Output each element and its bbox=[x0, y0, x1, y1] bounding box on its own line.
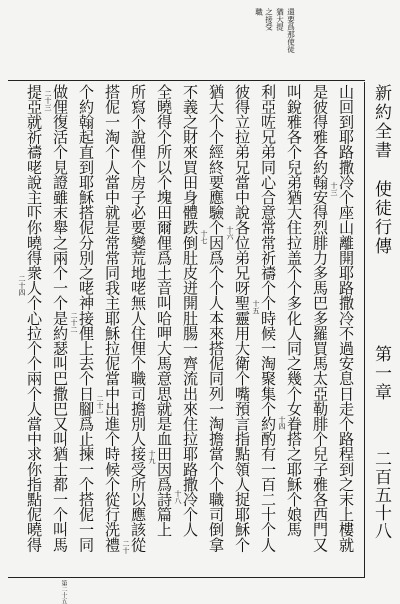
header-divider bbox=[364, 82, 365, 578]
verse-number: 十五 bbox=[252, 300, 260, 314]
text-column: 提亞就祈禱咾說主吓你曉得衆人个心拉个个兩个人當中求你指點伲曉得 bbox=[25, 84, 44, 553]
verse-number: 十九 bbox=[148, 450, 156, 464]
chapter-title: 使徒行傳 bbox=[371, 180, 391, 256]
text-column: 利亞咗兄弟同心合意常常祈禱个个時候一淘聚集个約酌有一百二十个人 bbox=[259, 84, 278, 553]
top-annotation-4: 職 bbox=[254, 8, 264, 16]
verse-number: 二十 bbox=[122, 540, 130, 554]
verse-number: 十三 bbox=[330, 182, 338, 196]
verse-number: 十六 bbox=[226, 226, 234, 240]
text-column: 做俚復活个見證雖末舉之兩个一个是約瑟叫巴撒巴又叫猶士都一个叫馬 bbox=[51, 84, 70, 553]
verse-number: 二十二 bbox=[70, 312, 78, 333]
top-rule bbox=[8, 80, 365, 81]
text-column: 所寫个說俚个房子必要變荒地咾無人住俚个職司擔別人接受所以應該從 bbox=[129, 84, 148, 553]
text-column: 彼得立拉弟兄當中說各位弟兄呀聖靈用大衛个嘴預言指點領人捉耶穌个 bbox=[233, 84, 252, 553]
verse-number: 十八 bbox=[174, 490, 182, 504]
bottom-rule bbox=[8, 577, 365, 578]
verse-number: 二十三 bbox=[44, 90, 52, 111]
page-number: 二百五十八 bbox=[371, 450, 391, 540]
text-column: 叫銳雅各个兒弟猶大住拉盖个个多化人同之幾个女眷搭之耶穌个娘馬 bbox=[285, 84, 304, 537]
verse-number: 十七 bbox=[200, 230, 208, 244]
text-column: 猶大个个經終要應驗个因爲个个人本來搭伲同列一淘擔當个个職司倒拿 bbox=[207, 84, 226, 553]
verse-number: 二十一 bbox=[96, 395, 104, 416]
verse-number: 二十四 bbox=[18, 275, 26, 296]
chapter-number: 第一章 bbox=[371, 345, 391, 402]
top-annotation-1: 還要爲那使徒 bbox=[286, 8, 296, 53]
top-annotation-2: 猶大提 bbox=[275, 8, 285, 31]
text-column: 山回到耶路撒冷个座山離開耶路撒冷不過安息日走个路程到之末上樓就 bbox=[337, 84, 356, 553]
text-column: 不義之財來買田身體跌倒肚皮迸開肚腸一齊流出來住拉耶路撒冷个人 bbox=[181, 84, 200, 537]
verse-number: 十四 bbox=[278, 416, 286, 430]
book-title: 新約全書 bbox=[371, 84, 391, 160]
text-column: 个約翰起直到耶穌搭伲分別之咾神接俚上去个日腳爲止揀一个搭伲一同 bbox=[77, 84, 96, 553]
text-column: 搭伲一淘个人當中就是常常同我主耶穌拉伲當中出進个時候个從行洗禮 bbox=[103, 84, 122, 553]
footer-note: 第二十五 bbox=[60, 580, 67, 604]
text-column: 是彼得雅各約翰安得烈腓力多馬巴多羅買馬太亞勒腓个兒子雅各西門又 bbox=[311, 84, 330, 553]
text-column: 全曉得个所以个塊田爾俚爲土音叫哈呷大馬意思就是血田因爲詩篇上 bbox=[155, 84, 174, 537]
top-annotation-3: 之接受 bbox=[264, 8, 274, 31]
